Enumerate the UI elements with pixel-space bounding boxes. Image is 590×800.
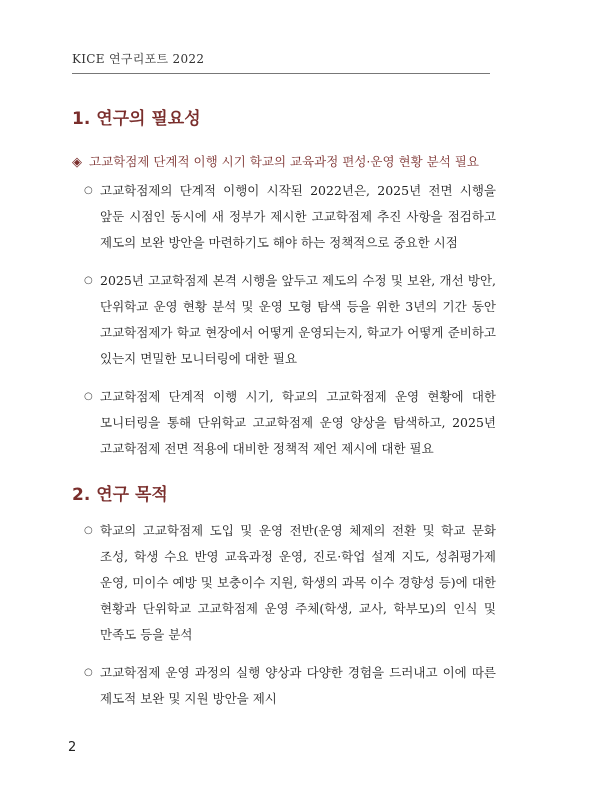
- diamond-marker-icon: ◈: [72, 155, 82, 170]
- running-header: KICE 연구리포트 2022: [72, 50, 490, 74]
- circle-bullet-icon: ○: [84, 275, 93, 286]
- circle-bullet-icon: ○: [84, 667, 93, 678]
- list-item: [84, 178, 496, 256]
- section-title-necessity: 1. 연구의 필요성: [72, 109, 201, 129]
- subheading: [72, 152, 502, 170]
- list-item: [84, 518, 496, 648]
- list-item: [84, 384, 496, 462]
- list-item-text: 학교의 고교학점제 도입 및 운영 전반(운영 체제의 전환 및 학교 문화 조성, 학생 수요 반영 교육과정 운영, 진로·학업 설계 지도, 성취평가제 운영, 미이수 예방 및 보충이수 지원, 학생의 과목 이수 경향성 등)에 대한 현황과 단위학교 고교학점제 운영 주체(학생, 교사, 학부모)의 인식 및 만족도 등을 분석: [100, 523, 496, 642]
- list-item-text: 고교학점제의 단계적 이행이 시작된 2022년은, 2025년 전면 시행을 앞둔 시점인 동시에 새 정부가 제시한 고교학점제 추진 사항을 점검하고 제도의 보완 방안을 마련하기도 해야 하는 정책적으로 중요한 시점: [100, 183, 496, 250]
- list-item: [84, 268, 496, 372]
- subheading-text: 고교학점제 단계적 이행 시기 학교의 교육과정 편성·운영 현황 분석 필요: [89, 154, 479, 169]
- list-item: [84, 660, 496, 712]
- circle-bullet-icon: ○: [84, 391, 93, 402]
- section-title-purpose: 2. 연구 목적: [72, 485, 168, 505]
- list-item-text: 고교학점제 운영 과정의 실행 양상과 다양한 경험을 드러내고 이에 따른 제도적 보완 및 지원 방안을 제시: [100, 665, 496, 706]
- circle-bullet-icon: ○: [84, 525, 93, 536]
- list-item-text: 고교학점제 단계적 이행 시기, 학교의 고교학점제 운영 현황에 대한 모니터링을 통해 단위학교 고교학점제 운영 양상을 탐색하고, 2025년 고교학점제 전면 적용에 대비한 정책적 제언 제시에 대한 필요: [100, 389, 496, 456]
- necessity-list: [84, 178, 496, 462]
- list-item-text: 2025년 고교학점제 본격 시행을 앞두고 제도의 수정 및 보완, 개선 방안, 단위학교 운영 현황 분석 및 운영 모형 탐색 등을 위한 3년의 기간 동안 고교학점제가 학교 현장에서 어떻게 운영되는지, 학교가 어떻게 준비하고 있는지 면밀한 모니터링에 대한 필요: [100, 273, 496, 366]
- circle-bullet-icon: ○: [84, 185, 93, 196]
- page-number: 2: [68, 740, 77, 755]
- purpose-list: [84, 518, 496, 712]
